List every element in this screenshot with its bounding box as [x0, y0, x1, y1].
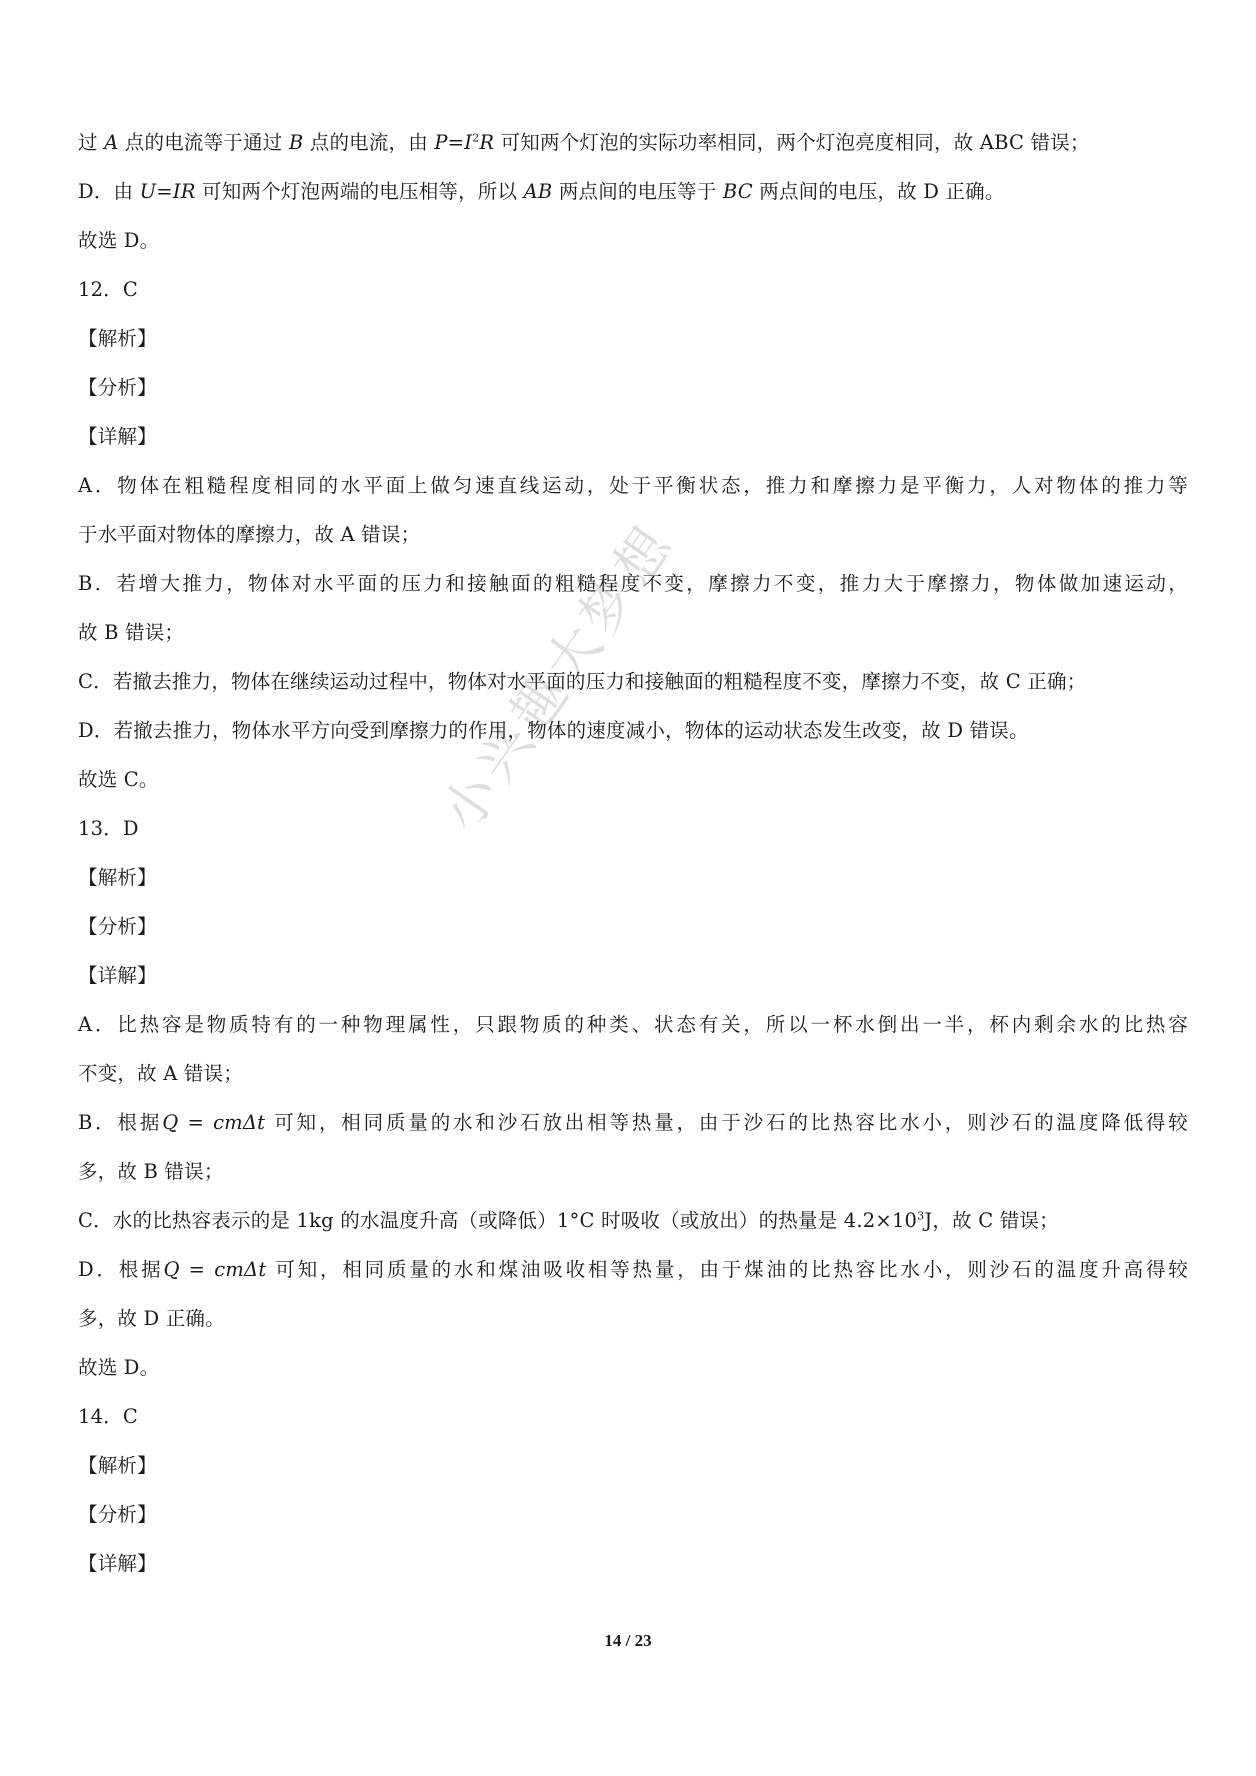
text-run: 【详解】 [78, 964, 157, 987]
math-symbol: cmΔt [213, 1111, 266, 1134]
text-line [78, 1539, 1188, 1588]
text-line [78, 1490, 1188, 1539]
text-run: A．物体在粗糙程度相同的水平面上做匀速直线运动，处于平衡状态，推力和摩擦力是平衡力，人对物体的推力等 [78, 474, 1188, 497]
text-line [78, 1245, 1188, 1294]
text-run: 【分析】 [78, 1503, 157, 1526]
text-line [78, 1000, 1188, 1049]
text-run: 多，故 B 错误； [78, 1160, 224, 1183]
superscript: 3 [917, 1209, 925, 1223]
text-line [78, 265, 1188, 314]
math-symbol: P=I [434, 131, 473, 154]
text-line [78, 1294, 1188, 1343]
math-symbol: Q [163, 1258, 180, 1281]
text-run: 13．D [78, 817, 139, 840]
text-line [78, 755, 1188, 804]
text-run: 【详解】 [78, 1552, 157, 1575]
math-symbol: A [104, 131, 119, 154]
watermark: 小兴趣大梦想 [429, 511, 688, 843]
text-line [78, 1343, 1188, 1392]
math-symbol: AB [523, 180, 553, 203]
text-line [78, 510, 1188, 559]
text-run: 可知两个灯泡的实际功率相同，两个灯泡亮度相同，故 ABC 错误； [494, 131, 1090, 154]
text-line [78, 167, 1188, 216]
math-symbol: B [288, 131, 304, 154]
math-symbol: cmΔt [214, 1258, 267, 1281]
text-line [78, 1098, 1188, 1147]
text-run: C．若撤去推力，物体在继续运动过程中，物体对水平面的压力和接触面的粗糙程度不变，摩擦力不变，故 C 正确； [78, 670, 1087, 693]
text-run: B．若增大推力，物体对水平面的压力和接触面的粗糙程度不变，摩擦力不变，推力大于摩擦力，物体做加速运动， [78, 572, 1188, 595]
text-line [78, 1147, 1188, 1196]
text-run: D．根据 [78, 1258, 164, 1281]
text-line [78, 461, 1188, 510]
text-line [78, 804, 1188, 853]
math-symbol: BC [722, 180, 753, 203]
text-run: = [178, 1111, 214, 1134]
document-body [78, 118, 1188, 1588]
math-symbol: R [479, 131, 495, 154]
text-line [78, 1049, 1188, 1098]
text-line [78, 216, 1188, 265]
text-run: 【解析】 [78, 866, 157, 889]
text-run: J，故 C 错误； [924, 1209, 1059, 1232]
text-run: 14．C [78, 1405, 139, 1428]
text-run: 【分析】 [78, 376, 157, 399]
text-line [78, 314, 1188, 363]
text-run: 不变，故 A 错误； [78, 1062, 243, 1085]
superscript: 2 [472, 131, 480, 145]
text-run: D．若撤去推力，物体水平方向受到摩擦力的作用，物体的速度减小，物体的运动状态发生改变，故 D 错误。 [78, 719, 1029, 742]
text-line [78, 559, 1188, 608]
text-run: = [179, 1258, 215, 1281]
text-run: 可知，相同质量的水和沙石放出相等热量，由于沙石的比热容比水小，则沙石的温度降低得较 [265, 1111, 1188, 1134]
text-run: 点的电流等于通过 [118, 131, 289, 154]
text-run: 可知两个灯泡两端的电压相等，所以 [195, 180, 524, 203]
text-line [78, 118, 1188, 167]
text-line [78, 363, 1188, 412]
math-symbol: Q [162, 1111, 179, 1134]
text-line [78, 657, 1188, 706]
text-run: 12．C [78, 278, 139, 301]
text-run: 于水平面对物体的摩擦力，故 A 错误； [78, 523, 421, 546]
text-run: B．根据 [78, 1111, 163, 1134]
text-run: 故 B 错误； [78, 621, 185, 644]
math-symbol: U=IR [139, 180, 196, 203]
text-run: 两点间的电压等于 [552, 180, 723, 203]
text-run: 多，故 D 正确。 [78, 1307, 225, 1330]
text-line [78, 412, 1188, 461]
page-number: 14 / 23 [604, 1631, 652, 1650]
text-run: 【解析】 [78, 1454, 157, 1477]
text-run: C．水的比热容表示的是 1kg 的水温度升高（或降低）1°C 时吸收（或放出）的热量是 4.2×10 [78, 1209, 918, 1232]
text-line [78, 1196, 1188, 1245]
text-line [78, 1392, 1188, 1441]
text-line [78, 608, 1188, 657]
text-run: 故选 C。 [78, 768, 159, 791]
text-run: D．由 [78, 180, 140, 203]
text-line [78, 853, 1188, 902]
text-run: 【详解】 [78, 425, 157, 448]
text-run: A．比热容是物质特有的一种物理属性，只跟物质的种类、状态有关，所以一杯水倒出一半，杯内剩余水的比热容 [78, 1013, 1188, 1036]
text-line [78, 902, 1188, 951]
text-run: 【解析】 [78, 327, 157, 350]
text-run: 可知，相同质量的水和煤油吸收相等热量，由于煤油的比热容比水小，则沙石的温度升高得较 [266, 1258, 1189, 1281]
text-line [78, 706, 1188, 755]
text-run: 【分析】 [78, 915, 157, 938]
text-run: 过 [78, 131, 105, 154]
text-run: 故选 D。 [78, 229, 160, 252]
text-line [78, 951, 1188, 1000]
text-run: 两点间的电压，故 D 正确。 [752, 180, 1005, 203]
text-run: 点的电流，由 [303, 131, 435, 154]
text-run: 故选 D。 [78, 1356, 160, 1379]
text-line [78, 1441, 1188, 1490]
